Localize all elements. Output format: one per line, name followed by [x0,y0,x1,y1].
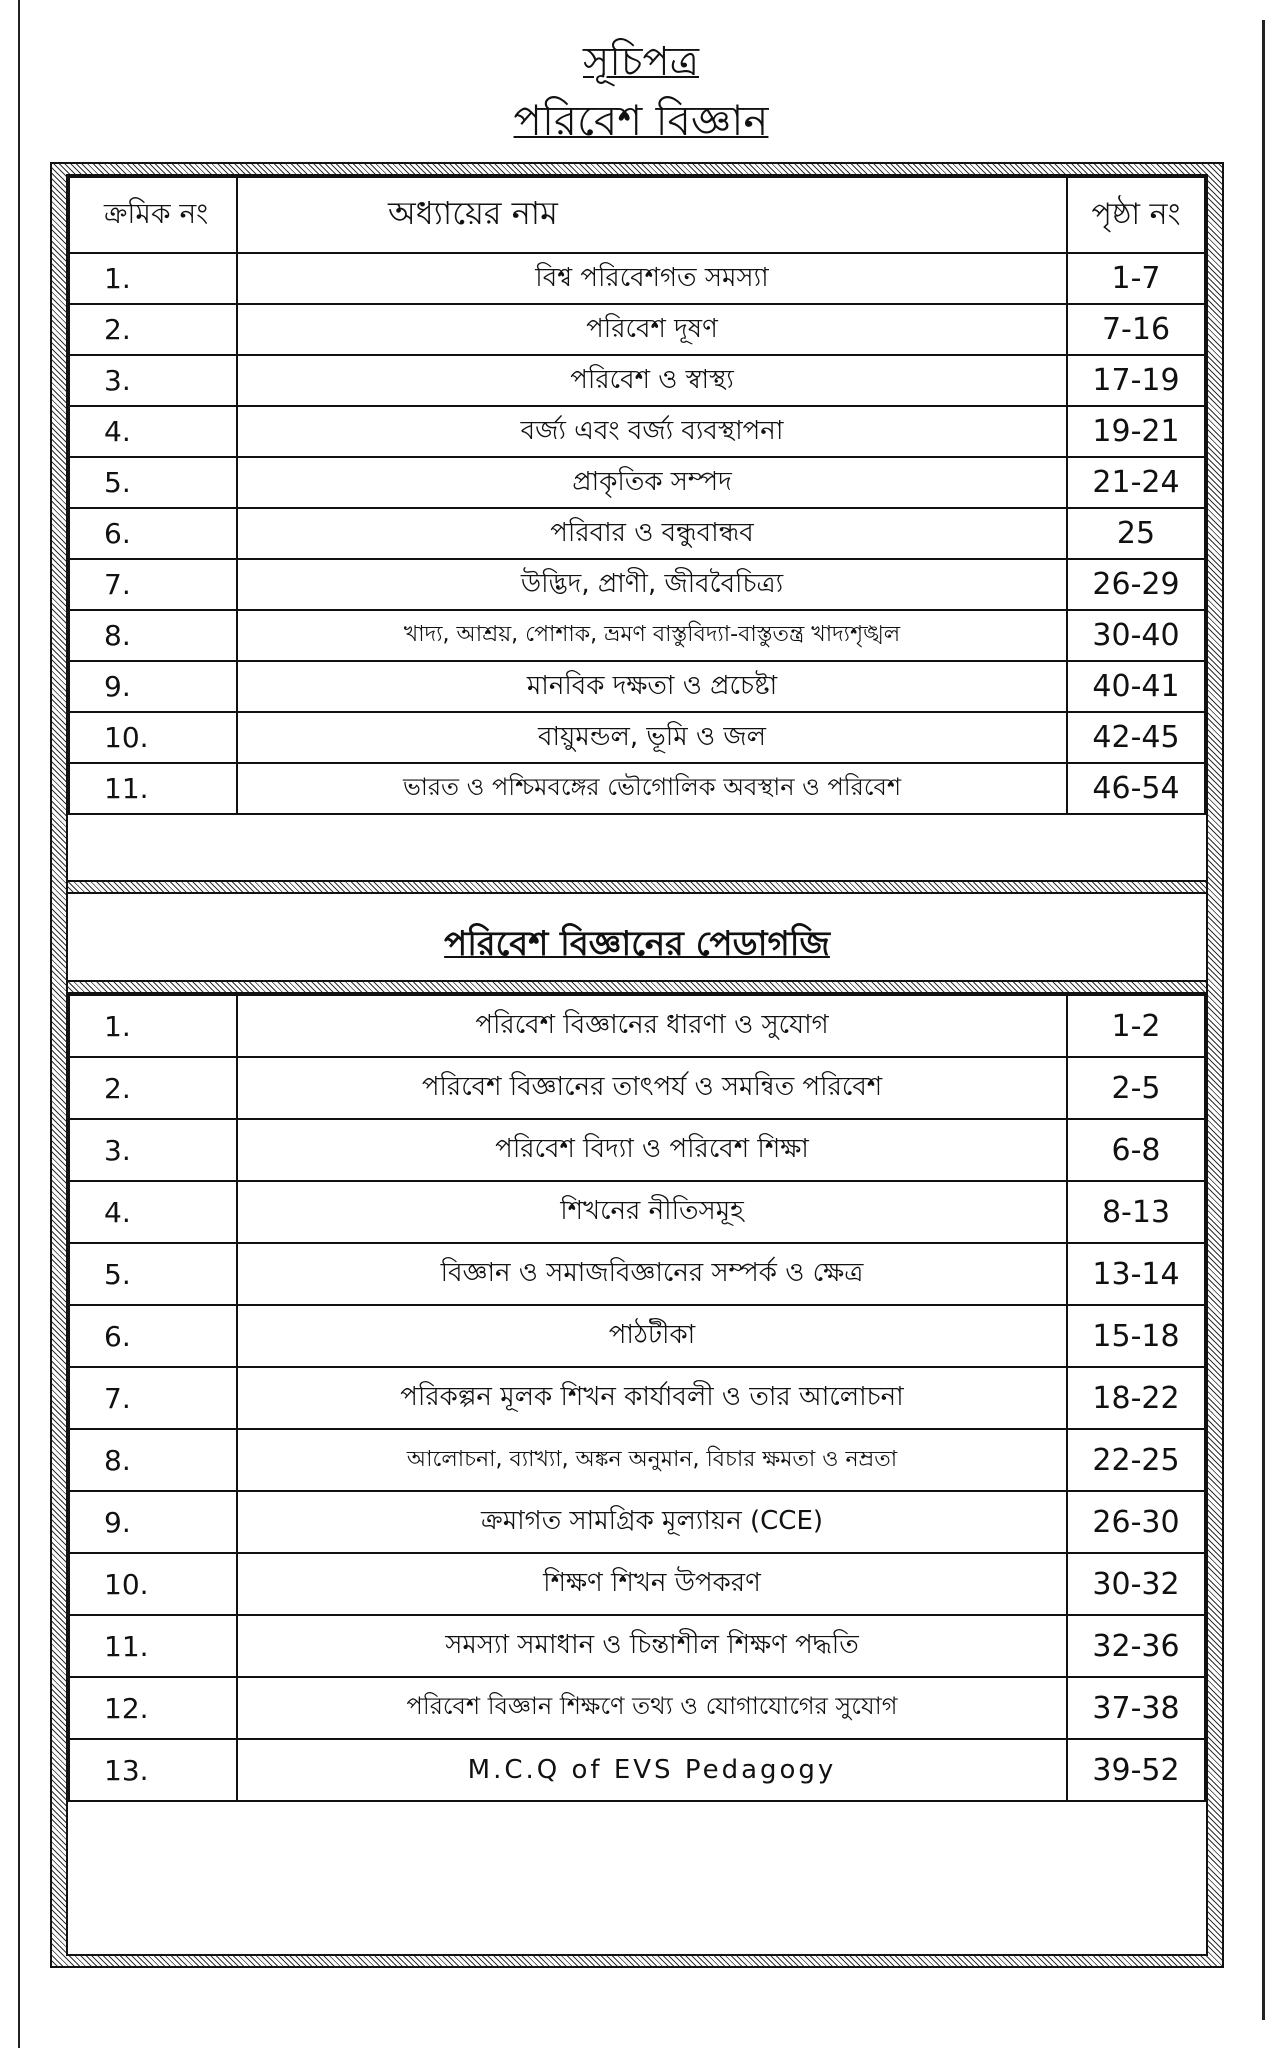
row-page: 39-52 [1067,1739,1205,1801]
contents-inner [66,174,1208,1956]
row-name: পরিবেশ বিজ্ঞানের ধারণা ও সুযোগ [237,995,1067,1057]
row-name: বায়ুমন্ডল, ভূমি ও জল [237,712,1067,763]
left-margin-line [18,0,20,2048]
header-serial: ক্রমিক নং [69,177,237,253]
row-serial: 7. [69,559,237,610]
row-serial: 6. [69,508,237,559]
table-row [69,1181,1205,1243]
table-row [69,1367,1205,1429]
row-name: বর্জ্য এবং বর্জ্য ব্যবস্থাপনা [237,406,1067,457]
row-name: বিজ্ঞান ও সমাজবিজ্ঞানের সম্পর্ক ও ক্ষেত্র [237,1243,1067,1305]
header-page: পৃষ্ঠা নং [1067,177,1205,253]
row-serial: 13. [69,1739,237,1801]
row-serial: 12. [69,1677,237,1739]
row-serial: 10. [69,1553,237,1615]
table-row [69,763,1205,814]
table-row [69,304,1205,355]
table-row [69,995,1205,1057]
hatched-divider [68,980,1206,994]
row-serial: 1. [69,995,237,1057]
table-row [69,712,1205,763]
table-row [69,559,1205,610]
table-row [69,1615,1205,1677]
row-serial: 1. [69,253,237,304]
row-page: 8-13 [1067,1181,1205,1243]
row-name: মানবিক দক্ষতা ও প্রচেষ্টা [237,661,1067,712]
table-row [69,1491,1205,1553]
row-name: শিক্ষণ শিখন উপকরণ [237,1553,1067,1615]
table-row [69,1243,1205,1305]
row-serial: 11. [69,1615,237,1677]
right-margin-line [1262,20,1265,2020]
row-name: সমস্যা সমাধান ও চিন্তাশীল শিক্ষণ পদ্ধতি [237,1615,1067,1677]
row-page: 26-30 [1067,1491,1205,1553]
row-page: 42-45 [1067,712,1205,763]
row-page: 7-16 [1067,304,1205,355]
row-page: 1-7 [1067,253,1205,304]
row-serial: 8. [69,610,237,661]
row-serial: 10. [69,712,237,763]
row-name: ভারত ও পশ্চিমবঙ্গের ভৌগোলিক অবস্থান ও পরিবেশ [237,763,1067,814]
table-row [69,1119,1205,1181]
header-name: অধ্যায়ের নাম [237,177,1067,253]
row-name: বিশ্ব পরিবেশগত সমস্যা [237,253,1067,304]
row-page: 6-8 [1067,1119,1205,1181]
row-page: 13-14 [1067,1243,1205,1305]
row-serial: 2. [69,1057,237,1119]
row-page: 46-54 [1067,763,1205,814]
row-page: 32-36 [1067,1615,1205,1677]
table-row [69,1305,1205,1367]
row-name: উদ্ভিদ, প্রাণী, জীববৈচিত্র্য [237,559,1067,610]
row-serial: 5. [69,1243,237,1305]
table-header-row [69,177,1205,253]
row-name: পাঠটীকা [237,1305,1067,1367]
row-page: 18-22 [1067,1367,1205,1429]
row-name: পরিবেশ বিদ্যা ও পরিবেশ শিক্ষা [237,1119,1067,1181]
table-row [69,355,1205,406]
row-name: ক্রমাগত সামগ্রিক মূল্যায়ন (CCE) [237,1491,1067,1553]
row-serial: 4. [69,406,237,457]
row-page: 40-41 [1067,661,1205,712]
row-name: পরিবার ও বন্ধুবান্ধব [237,508,1067,559]
table-row [69,610,1205,661]
row-serial: 9. [69,661,237,712]
row-name: প্রাকৃতিক সম্পদ [237,457,1067,508]
table-row [69,406,1205,457]
section-title: পরিবেশ বিজ্ঞানের পেডাগজি [444,924,830,964]
table-row [69,1553,1205,1615]
page-subtitle: পরিবেশ বিজ্ঞান [513,96,769,145]
hatched-divider [68,880,1206,894]
row-page: 30-40 [1067,610,1205,661]
row-serial: 3. [69,1119,237,1181]
table-row [69,253,1205,304]
row-name: পরিকল্পন মূলক শিখন কার্যাবলী ও তার আলোচনা [237,1367,1067,1429]
row-name: পরিবেশ ও স্বাস্থ্য [237,355,1067,406]
table-row [69,1057,1205,1119]
row-name: M.C.Q of EVS Pedagogy [237,1739,1067,1801]
row-serial: 3. [69,355,237,406]
row-serial: 9. [69,1491,237,1553]
row-name: শিখনের নীতিসমূহ [237,1181,1067,1243]
row-serial: 5. [69,457,237,508]
table-row [69,1677,1205,1739]
row-page: 22-25 [1067,1429,1205,1491]
table-row [69,1429,1205,1491]
row-name: পরিবেশ বিজ্ঞানের তাৎপর্য ও সমন্বিত পরিবেশ [237,1057,1067,1119]
table-row [69,1739,1205,1801]
page-title: সূচিপত্র [583,39,699,85]
row-page: 37-38 [1067,1677,1205,1739]
row-page: 2-5 [1067,1057,1205,1119]
row-page: 21-24 [1067,457,1205,508]
row-name: খাদ্য, আশ্রয়, পোশাক, ভ্রমণ বাস্তুবিদ্যা-বাস্তুতন্ত্র খাদ্যশৃঙ্খল [237,610,1067,661]
contents-table-2 [68,994,1206,1802]
contents-frame [50,162,1224,1968]
row-name: পরিবেশ দূষণ [237,304,1067,355]
table-row [69,457,1205,508]
row-serial: 4. [69,1181,237,1243]
row-page: 30-32 [1067,1553,1205,1615]
contents-table-1 [68,176,1206,815]
table-row [69,661,1205,712]
row-page: 19-21 [1067,406,1205,457]
row-serial: 2. [69,304,237,355]
row-page: 25 [1067,508,1205,559]
row-serial: 6. [69,1305,237,1367]
row-serial: 8. [69,1429,237,1491]
row-page: 17-19 [1067,355,1205,406]
row-page: 15-18 [1067,1305,1205,1367]
row-page: 1-2 [1067,995,1205,1057]
row-name: পরিবেশ বিজ্ঞান শিক্ষণে তথ্য ও যোগাযোগের সুযোগ [237,1677,1067,1739]
row-serial: 7. [69,1367,237,1429]
row-serial: 11. [69,763,237,814]
row-page: 26-29 [1067,559,1205,610]
row-name: আলোচনা, ব্যাখ্যা, অঙ্কন অনুমান, বিচার ক্ষমতা ও নম্রতা [237,1429,1067,1491]
table-row [69,508,1205,559]
